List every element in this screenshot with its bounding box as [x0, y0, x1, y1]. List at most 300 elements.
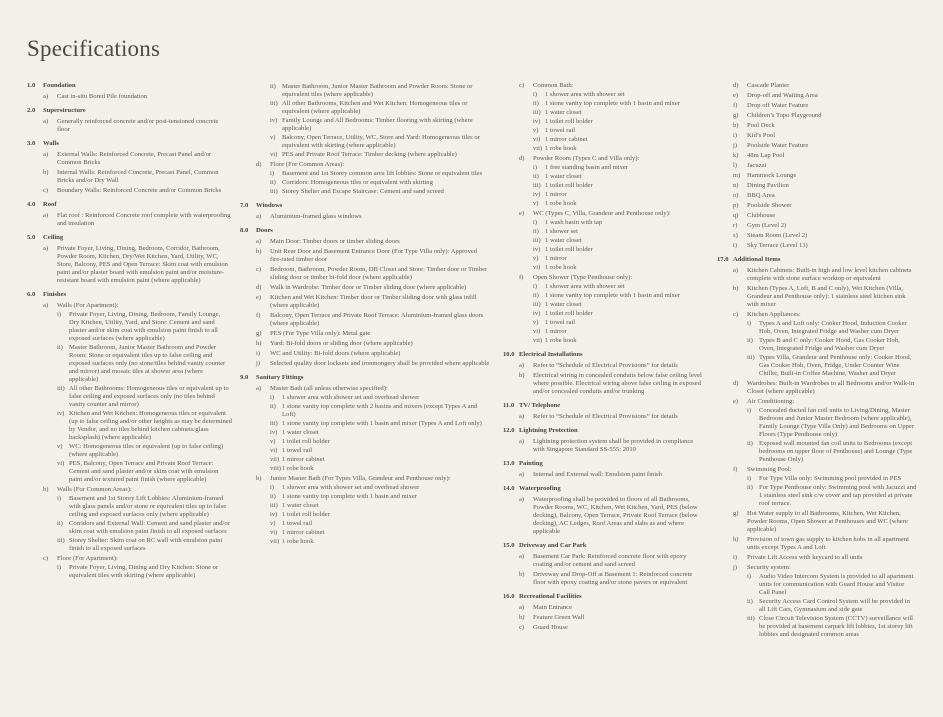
sub-item-text: 1 robe hook	[545, 264, 577, 271]
sub-item-text: Types Villa, Grandeur and Penthouse only: Cooker Hood, Gas Cooker Hob, Oven, Fridge, Under Counter Wine Chiller, Built-in Coffee Machine, Washer and Dryer	[759, 354, 912, 377]
spec-item	[733, 82, 917, 90]
spec-section	[503, 485, 705, 536]
item-body	[747, 102, 917, 110]
item-text: Security system:	[747, 564, 791, 571]
sub-item-text: Master Bathroom, Junior Master Bathroom and Powder Room: Stone or equivalent tiles (where applicable)	[282, 83, 473, 98]
sub-item	[57, 564, 232, 580]
sub-item	[747, 573, 917, 597]
sub-item-number: v)	[270, 438, 276, 445]
item-letter: m)	[733, 172, 741, 179]
sub-item	[270, 188, 490, 196]
sub-item-list	[270, 394, 490, 473]
sub-item-text: For Type Villa only: Swimming pool provided in PES	[759, 475, 902, 482]
sub-item	[57, 537, 232, 553]
sub-item-text: 1 mirror cabinet	[282, 456, 325, 463]
item-body	[533, 413, 705, 421]
item-letter: t)	[733, 242, 738, 249]
item-body	[270, 350, 490, 358]
spec-item	[256, 82, 490, 159]
item-body	[747, 182, 917, 190]
sub-item-text: 1 towel rail	[282, 520, 313, 527]
item-body	[270, 475, 490, 546]
sub-item-number: iv)	[533, 310, 541, 317]
item-body	[747, 222, 917, 230]
item-letter: b)	[733, 285, 739, 292]
spec-item	[256, 330, 490, 338]
item-body	[57, 245, 232, 285]
sub-item-text: 1 water closet	[545, 109, 582, 116]
sub-item-number: vi)	[270, 151, 278, 158]
item-letter: d)	[519, 155, 525, 162]
sub-item	[747, 337, 917, 353]
sub-item-number: v)	[57, 443, 63, 450]
spec-item	[256, 312, 490, 328]
item-letter: j)	[733, 564, 738, 571]
section-title: Doors	[256, 227, 273, 234]
section-heading	[27, 107, 232, 115]
section-heading	[503, 485, 705, 493]
sub-item-text: 1 toilet roll holder	[545, 310, 593, 317]
item-body	[57, 169, 232, 185]
spec-item	[733, 242, 917, 250]
sub-item-text: 1 stone vanity top complete with 1 basin and mixer (Types A and Loft only)	[282, 420, 482, 427]
spec-item	[733, 554, 917, 562]
section-title: Foundation	[43, 82, 76, 89]
item-letter	[256, 82, 270, 159]
sub-item-text: 1 shower area with shower set	[545, 91, 625, 98]
sub-item-text: Concealed ducted fan coil units to Living/Dining, Master Bedroom and Junior Master Bedroom (where applicable), Family Lounge (Type Villa Only) and Bedrooms on Upper Floors (Type Penthouse only)	[759, 407, 915, 438]
section-number: 13.0	[503, 460, 515, 467]
spec-item	[733, 380, 917, 396]
sub-item-list	[747, 573, 917, 639]
item-text: Pool Deck	[747, 122, 775, 129]
spec-item	[43, 169, 232, 185]
item-letter: c)	[256, 266, 262, 273]
spec-item	[733, 564, 917, 639]
item-text: Kitchen (Types A, Loft, B and C only), Wet Kitchen (Villa, Grandeur and Penthouse only): 1 stainless steel kitchen sink with mixer	[747, 285, 906, 308]
spec-item	[733, 142, 917, 150]
sub-item-number: ii)	[747, 440, 753, 447]
item-letter: g)	[256, 330, 262, 337]
item-body	[533, 210, 705, 272]
item-letter: f)	[256, 312, 261, 319]
sub-item-number: iii)	[533, 237, 541, 244]
section-heading	[240, 202, 490, 210]
item-text: Refer to “Schedule of Electrical Provisions” for details	[533, 362, 678, 369]
item-text: Gym (Level 2)	[747, 222, 787, 229]
sub-item	[533, 219, 705, 227]
item-letter: a)	[256, 213, 262, 220]
sub-item-text: Types A and Loft only: Cooker Hood, Induction Cooker Hob, Oven, Integrated Fridge and Washer cum Dryer	[759, 320, 907, 335]
item-body	[533, 624, 705, 632]
item-text: Basement Car Park: Reinforced concrete floor with epoxy coating and/or cement and sand screed	[533, 553, 687, 568]
sub-item-text: For Type Penthouse only: Swimming pool with Jacuzzi and 1 stainless steel sink c/w cover and tap provided at private roof terrace.	[759, 484, 917, 507]
sub-item-list	[270, 83, 490, 159]
sub-item-number: i)	[533, 164, 538, 171]
section-heading	[503, 427, 705, 435]
spec-item	[256, 266, 490, 282]
item-text: Yard: Bi-fold doors or sliding door (where applicable)	[270, 340, 413, 347]
item-body	[57, 187, 232, 195]
sub-item	[533, 145, 705, 153]
sub-item-number: iii)	[270, 100, 278, 107]
sub-item-text: 1 toilet roll holder	[545, 118, 593, 125]
item-text: Cascade Planter	[747, 82, 790, 89]
sub-item	[533, 182, 705, 190]
item-text: External Walls: Reinforced Concrete, Precast Panel and/or Common Bricks	[57, 151, 212, 166]
spec-item	[733, 212, 917, 220]
sub-item-text: Types B and C only: Cooker Hood, Gas Cooker Hob, Oven, Integrated Fridge and Washer cum Dryer	[759, 337, 900, 352]
item-body	[747, 267, 917, 283]
sub-item-number: v)	[270, 520, 276, 527]
sub-item	[533, 292, 705, 300]
sub-item-number: iii)	[533, 109, 541, 116]
section-number: 11.0	[503, 402, 515, 409]
item-letter: n)	[733, 182, 739, 189]
sub-item-number: vi)	[270, 529, 278, 536]
item-letter: o)	[733, 192, 739, 199]
item-letter: b)	[519, 614, 525, 621]
sub-item	[747, 615, 917, 639]
item-body	[533, 155, 705, 208]
spec-section	[503, 402, 705, 421]
sub-item-text: 1 shower area with shower set and overhead shower	[282, 484, 420, 491]
sub-item	[57, 311, 232, 343]
spec-item	[519, 604, 705, 612]
sub-item-text: Audio Video Intercom System is provided to all apartment units for communication with Guard House and Visitor Call Panel	[759, 573, 914, 596]
item-body	[57, 93, 232, 101]
item-letter: e)	[733, 92, 739, 99]
sub-item-number: i)	[533, 283, 538, 290]
sub-item-text: 1 towel rail	[545, 127, 576, 134]
item-text: Kitchen Cabinets: Built-in high and low level kitchen cabinets complete with stone surface worktop or equivalent	[747, 267, 912, 282]
item-body	[533, 604, 705, 612]
sub-item-text: 1 free standing basin and mixer	[545, 164, 628, 171]
section-title: Roof	[43, 201, 57, 208]
sub-item-number: iv)	[270, 117, 278, 124]
item-letter: j)	[733, 142, 738, 149]
item-body	[533, 496, 705, 536]
item-body	[270, 330, 490, 338]
section-number: 17.0	[717, 256, 729, 263]
section-title: Recreational Facilities	[519, 593, 582, 600]
sub-item	[747, 475, 917, 483]
sub-item	[270, 447, 490, 455]
sub-item-text: Balcony, Open Terrace, Utility, WC, Store and Yard: Homogeneous tiles or equivalent with skirting (where applicable)	[282, 134, 480, 149]
spec-item	[733, 536, 917, 552]
item-letter: e)	[519, 210, 525, 217]
item-body	[747, 536, 917, 552]
item-letter: a)	[519, 413, 525, 420]
sub-item	[533, 337, 705, 345]
item-text: Poolside Water Feature	[747, 142, 809, 149]
item-letter: c)	[733, 311, 739, 318]
sub-item	[270, 117, 490, 133]
item-letter: l)	[733, 162, 738, 169]
item-text: Kid’s Pool	[747, 132, 776, 139]
sub-item-text: 1 mirror	[545, 191, 567, 198]
sub-item-text: 1 stone vanity top complete with 1 basin and mixer	[545, 292, 680, 299]
spec-item	[733, 172, 917, 180]
sub-item	[533, 118, 705, 126]
sub-item-number: v)	[533, 127, 539, 134]
item-text: Steam Room (Level 2)	[747, 232, 808, 239]
sub-item-number: iv)	[533, 118, 541, 125]
item-letter: a)	[519, 471, 525, 478]
item-body	[57, 555, 232, 580]
section-heading	[240, 374, 490, 382]
sub-item	[533, 191, 705, 199]
section-heading	[503, 460, 705, 468]
spec-item	[256, 284, 490, 292]
item-text: Waterproofing shall be provided to floors of all Bathrooms, Powder Rooms, WC, Kitchen, Wet Kitchen, Yard, PES (below decking), Balcony, Open Terrace, Private Roof Terrace (below decking), AC Ledges, Roof Areas and slabs as and where applicable	[533, 496, 698, 535]
spec-item	[256, 248, 490, 264]
item-letter: e)	[733, 398, 739, 405]
sub-item-number: ii)	[747, 337, 753, 344]
sub-item-number: vi)	[57, 460, 65, 467]
sub-item-number: viii)	[270, 465, 281, 472]
sub-item	[270, 394, 490, 402]
item-letter: f)	[519, 274, 524, 281]
sub-item-number: iv)	[533, 191, 541, 198]
item-letter: b)	[519, 372, 525, 379]
sub-item-text: Master Bathroom, Junior Master Bathroom and Powder Room: Stone or equivalent tiles up to false ceiling and exposed surfaces only (no stone/tiles behind vanity counter and mirror) and mosaic tiles at shower area (where applicable)	[69, 344, 226, 383]
item-text: Internal Walls: Reinforced Concrete, Precast Panel, Common Bricks and/or Dry Wall	[57, 169, 219, 184]
item-text: Unit Rear Door and Basement Entrance Door (For Type Villa only): Approved fire-rated timber door	[270, 248, 478, 263]
sub-item-text: 1 stone vanity top complete with 2 basins and mixers (except Types A and Loft)	[282, 403, 478, 418]
item-letter: j)	[256, 360, 261, 367]
section-heading	[27, 201, 232, 209]
sub-item	[533, 109, 705, 117]
sub-item-text: Corridors and External Wall: Cement and sand plaster and/or skim coat with emulsion paint finish to all exposed surfaces	[69, 520, 230, 535]
spec-column-2	[240, 82, 490, 552]
item-body	[747, 142, 917, 150]
sub-item	[533, 319, 705, 327]
sub-item-text: 1 toilet roll holder	[282, 511, 330, 518]
item-text: Swimming Pool:	[747, 466, 792, 473]
item-text: Junior Master Bath (For Types Villa, Grandeur and Penthouse only):	[270, 475, 451, 482]
sub-item-text: 1 mirror	[545, 255, 567, 262]
spec-section	[503, 427, 705, 454]
item-letter: a)	[733, 267, 739, 274]
sub-item-number: iii)	[57, 537, 65, 544]
sub-item-list	[270, 484, 490, 546]
sub-item-list	[57, 495, 232, 553]
item-body	[747, 285, 917, 309]
spec-section	[27, 82, 232, 101]
sub-item-list	[747, 407, 917, 464]
section-heading	[27, 234, 232, 242]
item-text: Feature Green Wall	[533, 614, 585, 621]
sub-item	[57, 385, 232, 409]
sub-item	[270, 100, 490, 116]
spec-item	[733, 398, 917, 464]
item-body	[270, 213, 490, 221]
item-letter: a)	[256, 238, 262, 245]
spec-item	[733, 311, 917, 378]
sub-item-number: iv)	[270, 429, 278, 436]
sub-item-number: ii)	[533, 100, 539, 107]
sub-item-number: i)	[747, 320, 752, 327]
spec-item	[733, 202, 917, 210]
item-body	[747, 152, 917, 160]
item-letter: d)	[733, 380, 739, 387]
sub-item	[270, 520, 490, 528]
item-body	[747, 510, 917, 534]
item-body	[270, 266, 490, 282]
item-body	[747, 232, 917, 240]
item-text: PES (For Type Villa only): Metal gate	[270, 330, 371, 337]
item-letter: a)	[519, 438, 525, 445]
sub-item	[57, 495, 232, 519]
sub-item-number: ii)	[270, 179, 276, 186]
section-title: Additional Items	[733, 256, 781, 263]
item-letter: p)	[733, 202, 739, 209]
sub-item	[270, 502, 490, 510]
item-body	[747, 192, 917, 200]
sub-item-number: iv)	[57, 410, 65, 417]
sub-item	[533, 228, 705, 236]
sub-item-list	[57, 311, 232, 484]
sub-item-number: ii)	[533, 173, 539, 180]
sub-item-number: vii)	[270, 538, 280, 545]
sub-item-number: iii)	[270, 502, 278, 509]
sub-item	[747, 407, 917, 439]
item-body	[747, 122, 917, 130]
section-heading	[503, 542, 705, 550]
item-text: Selected quality door locksets and ironmongery shall be provided where applicable	[270, 360, 490, 367]
sub-item	[747, 484, 917, 508]
item-letter: a)	[519, 362, 525, 369]
sub-item-text: Private Foyer, Living, Dining, Bedroom, Family Lounge, Dry Kitchen, Utility, Yard, and Store: Cement and sand plaster and/or skim coat with emulsion paint finish to all exposed surfaces (where applicable)	[69, 311, 221, 342]
item-body	[270, 161, 490, 196]
sub-item-list	[270, 170, 490, 196]
sub-item-number: vi)	[533, 264, 541, 271]
spec-item	[256, 360, 490, 368]
sub-item-number: i)	[533, 91, 538, 98]
sub-item	[270, 511, 490, 519]
section-heading	[503, 593, 705, 601]
section-number: 16.0	[503, 593, 515, 600]
section-number: 1.0	[27, 82, 36, 89]
sub-item-number: i)	[747, 475, 752, 482]
item-body	[747, 554, 917, 562]
item-body	[270, 340, 490, 348]
sub-item-number: iv)	[533, 246, 541, 253]
sub-item-text: 1 toilet roll holder	[545, 246, 593, 253]
sub-item-text: Kitchen and Wet Kitchen: Homogeneous tiles or equivalent (up to false ceiling and/or other heights as may be determined by Vendor, and no tiles behind kitchen cabinets/glass backsplash) (where applicable)	[69, 410, 232, 441]
spec-item	[519, 274, 705, 345]
spec-item	[519, 210, 705, 272]
spec-item	[733, 162, 917, 170]
item-body	[747, 162, 917, 170]
spec-item	[733, 232, 917, 240]
sub-item	[533, 310, 705, 318]
section-title: Walls	[43, 140, 59, 147]
item-text: Drop-off and Waiting Area	[747, 92, 818, 99]
item-body	[270, 238, 490, 246]
spec-section	[240, 227, 490, 368]
sub-item	[270, 420, 490, 428]
spec-item	[43, 93, 232, 101]
sub-item-text: 1 mirror cabinet	[545, 136, 588, 143]
spec-item	[733, 92, 917, 100]
spec-item	[519, 155, 705, 208]
item-text: Wardrobes: Built-in Wardrobes to all Bedrooms and/or Walk-in Closet (where applicable)	[747, 380, 915, 395]
spec-item	[733, 192, 917, 200]
item-letter: d)	[256, 284, 262, 291]
spec-section	[27, 107, 232, 134]
sub-item-list	[747, 320, 917, 378]
page-title: Specifications	[27, 36, 161, 61]
spec-item	[43, 245, 232, 285]
item-letter: b)	[43, 486, 49, 493]
spec-section	[503, 593, 705, 632]
sub-item	[747, 598, 917, 614]
sub-item-text: 1 shower area with shower set	[545, 283, 625, 290]
spec-section	[717, 256, 917, 639]
item-letter: k)	[733, 152, 739, 159]
sub-item	[270, 456, 490, 464]
spec-item	[256, 475, 490, 546]
item-text: Children’s Topo Playground	[747, 112, 822, 119]
spec-section	[503, 460, 705, 479]
sub-item-number: iii)	[747, 354, 755, 361]
item-letter: a)	[43, 118, 49, 125]
spec-item	[43, 187, 232, 195]
item-text: Guard House	[533, 624, 568, 631]
item-text: Walls (For Apartment):	[57, 302, 119, 309]
spec-item	[733, 102, 917, 110]
sub-item-text: 1 shower area with shower set and overhead shower	[282, 394, 420, 401]
item-body	[270, 248, 490, 264]
item-text: Main Entrance	[533, 604, 572, 611]
spec-section	[240, 374, 490, 546]
spec-item	[43, 555, 232, 580]
item-letter: g)	[733, 510, 739, 517]
spec-item	[733, 112, 917, 120]
spec-section	[27, 140, 232, 195]
sub-item	[270, 484, 490, 492]
sub-item	[533, 173, 705, 181]
spec-item	[519, 413, 705, 421]
spec-item	[256, 385, 490, 473]
spec-section	[503, 82, 705, 345]
item-letter: f)	[733, 102, 738, 109]
sub-item-number: i)	[270, 394, 275, 401]
sub-item-text: Storey Shelter: Skim coat on RC wall with emulsion paint finish to all exposed surfaces	[69, 537, 223, 552]
sub-item-text: All other Bathrooms: Homogeneous tiles or equivalent up to false ceiling and exposed surfaces only (no tiles behind vanity counter and mirror)	[69, 385, 229, 408]
item-body	[270, 312, 490, 328]
section-heading	[503, 351, 705, 359]
item-letter: b)	[43, 169, 49, 176]
sub-item-number: ii)	[57, 520, 63, 527]
section-title: Finishes	[43, 291, 67, 298]
sub-item	[747, 320, 917, 336]
item-body	[57, 151, 232, 167]
item-body	[57, 212, 232, 228]
item-text: 48m Lap Pool	[747, 152, 785, 159]
sub-item-number: vii)	[533, 337, 543, 344]
spec-item	[733, 152, 917, 160]
spec-item	[733, 267, 917, 283]
sub-item-text: 1 stone vanity top complete with 1 basin and mixer	[282, 493, 417, 500]
sub-item	[270, 151, 490, 159]
item-body	[533, 438, 705, 454]
sub-item	[270, 170, 490, 178]
sub-item-list	[533, 283, 705, 345]
sub-item-text: 1 water closet	[545, 301, 582, 308]
